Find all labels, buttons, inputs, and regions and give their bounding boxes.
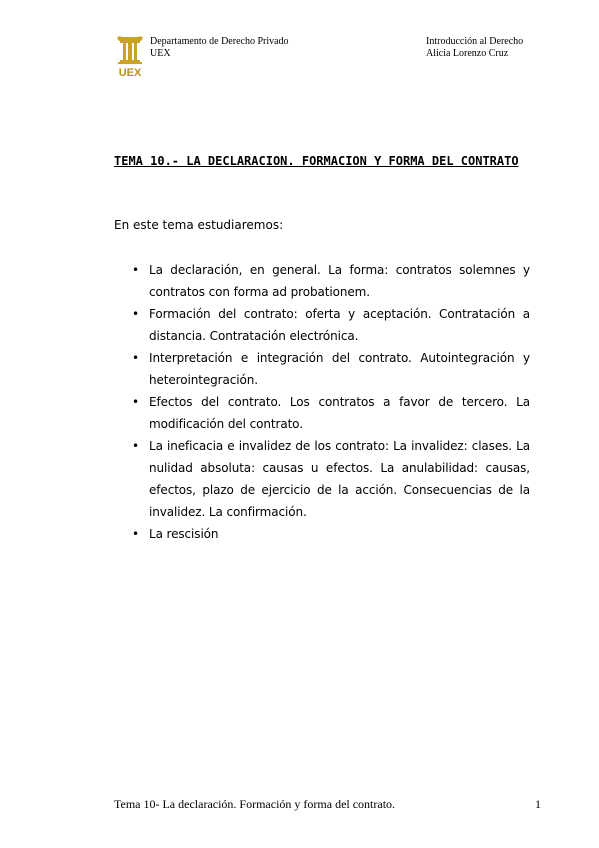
list-item-text: Efectos del contrato. Los contratos a favor de tercero. La modificación del contrato. — [149, 395, 530, 431]
bullet-icon: • — [132, 439, 139, 453]
bullet-icon: • — [132, 395, 139, 409]
list-item-text: Interpretación e integración del contrato. Autointegración y heterointegración. — [149, 351, 530, 387]
bullet-icon: • — [132, 307, 139, 321]
uex-logo-icon — [114, 34, 146, 78]
document-title: TEMA 10.- LA DECLARACION. FORMACION Y FORMA DEL CONTRATO — [114, 154, 519, 168]
intro-text: En este tema estudiaremos: — [114, 218, 284, 232]
list-item — [114, 435, 530, 523]
course-name: Introducción al Derecho — [426, 36, 524, 47]
list-item — [114, 523, 530, 545]
author-name: Alicia Lorenzo Cruz — [426, 48, 509, 59]
list-item-text: La declaración, en general. La forma: contratos solemnes y contratos con forma ad probationem. — [149, 263, 530, 299]
bullet-icon: • — [132, 263, 139, 277]
list-item-text: La ineficacia e invalidez de los contrato: La invalidez: clases. La nulidad absoluta: causas u efectos. La anulabilidad: causas, efectos, plazo de ejercicio de la acción. Consecuencias de la invalidez. La confirmación. — [149, 439, 530, 519]
topics-list — [114, 259, 530, 545]
list-item — [114, 347, 530, 391]
logo-text: UEX — [118, 67, 142, 78]
header-right — [426, 36, 523, 60]
list-item — [114, 391, 530, 435]
list-item-text: La rescisión — [149, 527, 219, 541]
list-item — [114, 303, 530, 347]
bullet-icon: • — [132, 351, 139, 365]
bullet-icon: • — [132, 527, 139, 541]
uex-logo — [114, 34, 146, 78]
department-name: Departamento de Derecho Privado — [150, 36, 289, 47]
university-name: UEX — [150, 48, 171, 59]
list-item — [114, 259, 530, 303]
list-item-text: Formación del contrato: oferta y aceptación. Contratación a distancia. Contratación electrónica. — [149, 307, 530, 343]
page-number: 1 — [535, 797, 541, 811]
footer-text: Tema 10- La declaración. Formación y forma del contrato. — [114, 797, 396, 811]
header-left — [150, 36, 289, 60]
